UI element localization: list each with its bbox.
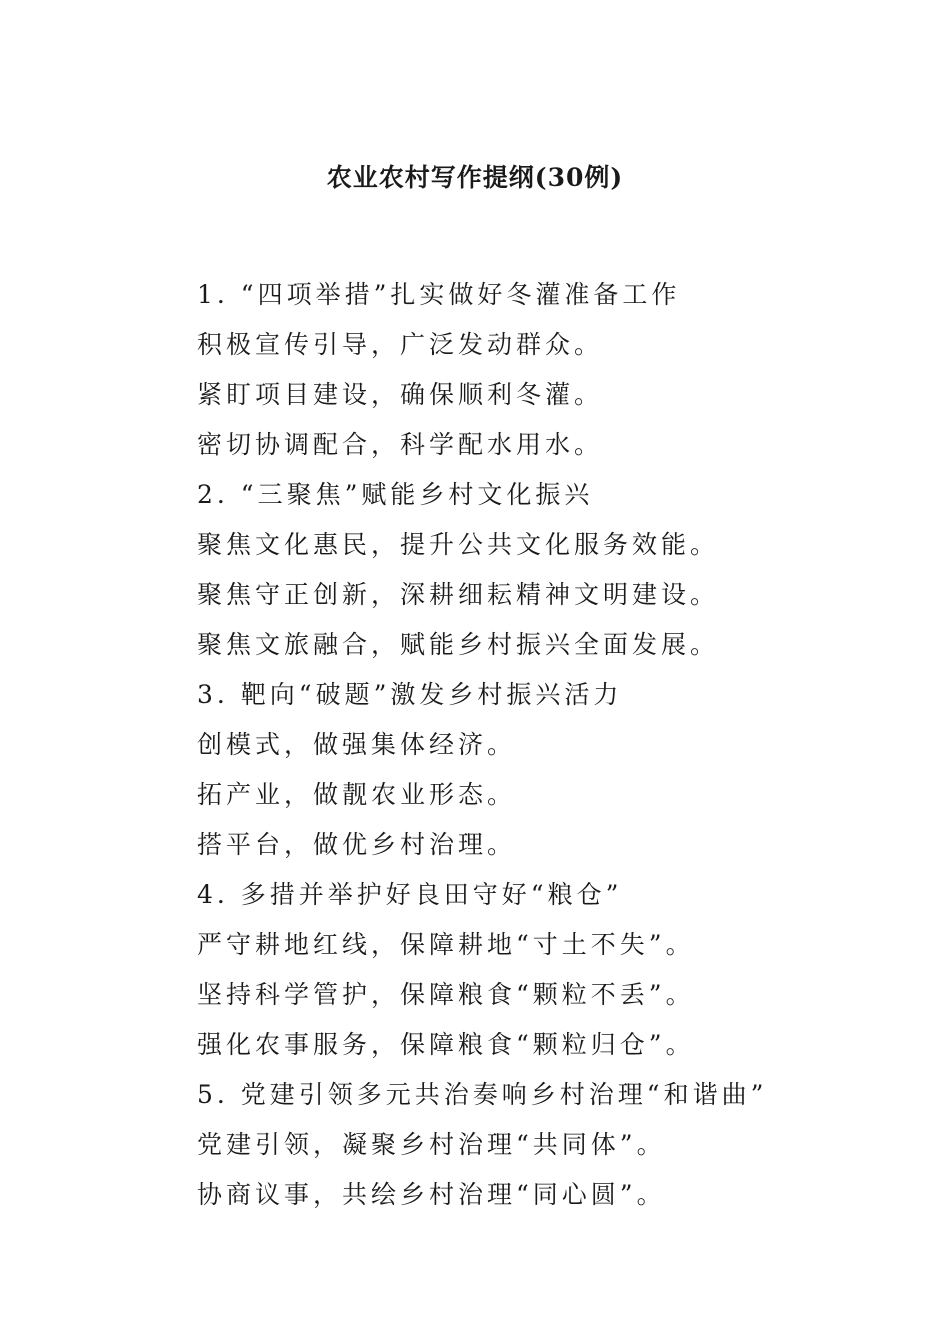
heading-4: 4. 多措并举护好良田守好“粮仓”	[197, 880, 623, 909]
body-line: 聚焦文化惠民，提升公共文化服务效能。	[197, 530, 720, 559]
body-line: 坚持科学管护，保障粮食“颗粒不丢”。	[197, 980, 695, 1009]
body-line: 聚焦守正创新，深耕细耘精神文明建设。	[197, 580, 720, 609]
heading-5: 5. 党建引领多元共治奏响乡村治理“和谐曲”	[197, 1080, 768, 1109]
body-line: 强化农事服务，保障粮食“颗粒归仓”。	[197, 1030, 695, 1059]
body-line: 创模式，做强集体经济。	[197, 730, 517, 759]
body-line: 搭平台，做优乡村治理。	[197, 830, 517, 859]
document-title: 农业农村写作提纲(30例)	[326, 163, 624, 192]
body-line: 拓产业，做靓农业形态。	[197, 780, 517, 809]
body-line: 积极宣传引导，广泛发动群众。	[197, 330, 604, 359]
body-line: 聚焦文旅融合，赋能乡村振兴全面发展。	[197, 630, 720, 659]
heading-1: 1. “四项举措”扎实做好冬灌准备工作	[197, 280, 681, 309]
heading-3: 3. 靶向“破题”激发乡村振兴活力	[197, 680, 623, 709]
body-line: 紧盯项目建设，确保顺利冬灌。	[197, 380, 604, 409]
document-body	[197, 278, 897, 1228]
body-line: 密切协调配合，科学配水用水。	[197, 430, 604, 459]
body-line: 党建引领，凝聚乡村治理“共同体”。	[197, 1130, 666, 1159]
body-line: 协商议事，共绘乡村治理“同心圆”。	[197, 1180, 666, 1209]
body-line: 严守耕地红线，保障耕地“寸土不失”。	[197, 930, 695, 959]
heading-2: 2. “三聚焦”赋能乡村文化振兴	[197, 480, 594, 509]
